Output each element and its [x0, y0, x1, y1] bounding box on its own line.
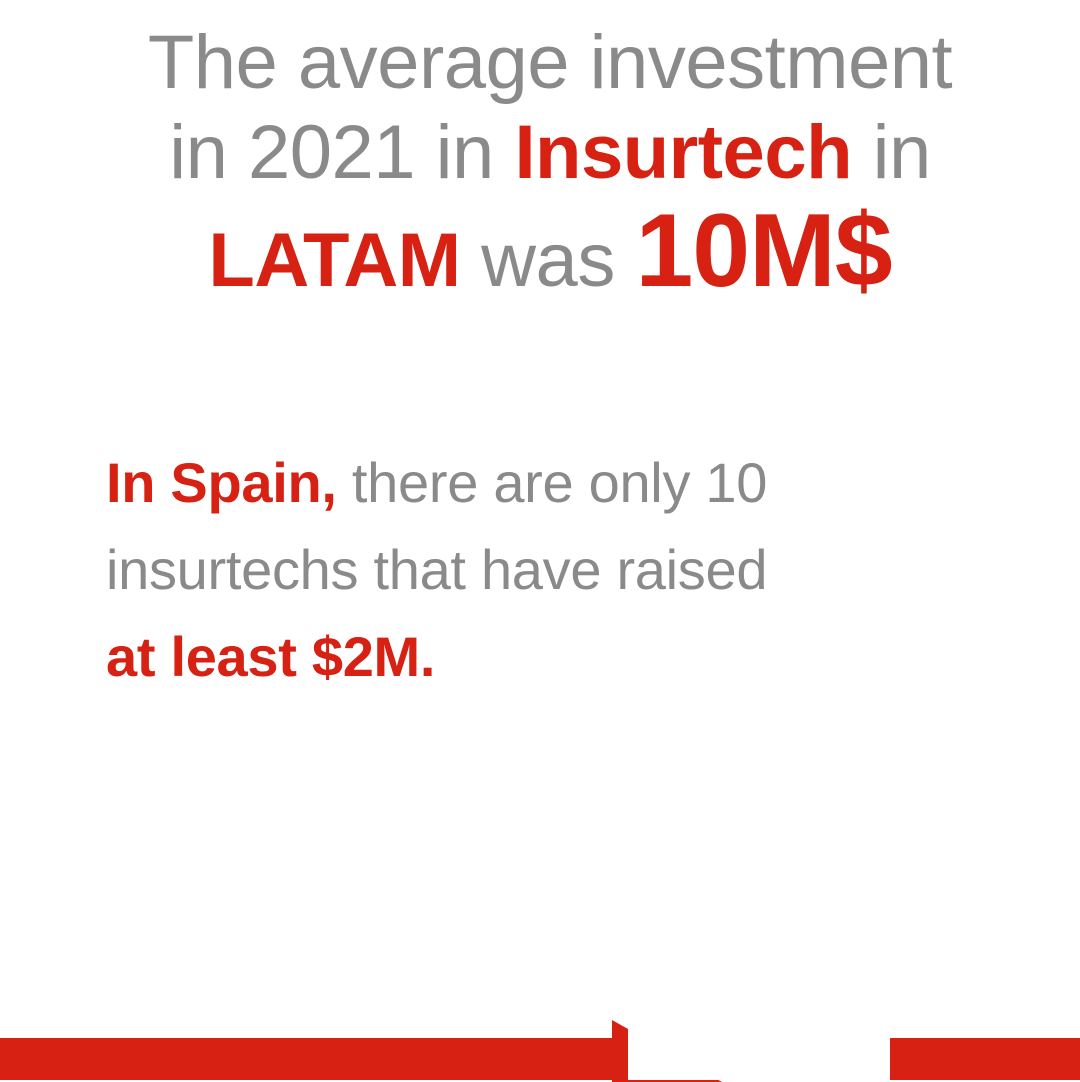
headline-line-1-text: The average investment [147, 20, 953, 105]
arrow-right-icon [0, 960, 1080, 1080]
headline-line-2-prefix: in 2021 in [169, 109, 515, 195]
subtext-line-3 [106, 614, 826, 701]
arrow-shaft [0, 1038, 660, 1080]
subtext-line-2-text: insurtechs that have raised [106, 537, 768, 601]
subtext-highlight-amount: at least $2M. [106, 624, 436, 688]
headline-line-1 [110, 18, 990, 108]
headline-highlight-latam: LATAM [208, 218, 461, 304]
subtext-line-1-rest: there are only 10 [336, 451, 768, 514]
headline-highlight-amount: 10M$ [635, 193, 892, 310]
headline-line-3-middle: was [460, 218, 636, 304]
subtext-highlight-spain: In Spain, [106, 451, 337, 514]
subtext-line-1 [106, 440, 826, 527]
subtext-line-2 [106, 527, 826, 614]
arrow-tail-segment [890, 1038, 1080, 1080]
headline [110, 18, 990, 310]
headline-line-2 [110, 108, 990, 198]
headline-line-2-suffix: in [852, 109, 931, 195]
subtext-paragraph [106, 440, 826, 700]
headline-highlight-insurtech: Insurtech [514, 109, 853, 195]
headline-line-3 [110, 193, 990, 310]
